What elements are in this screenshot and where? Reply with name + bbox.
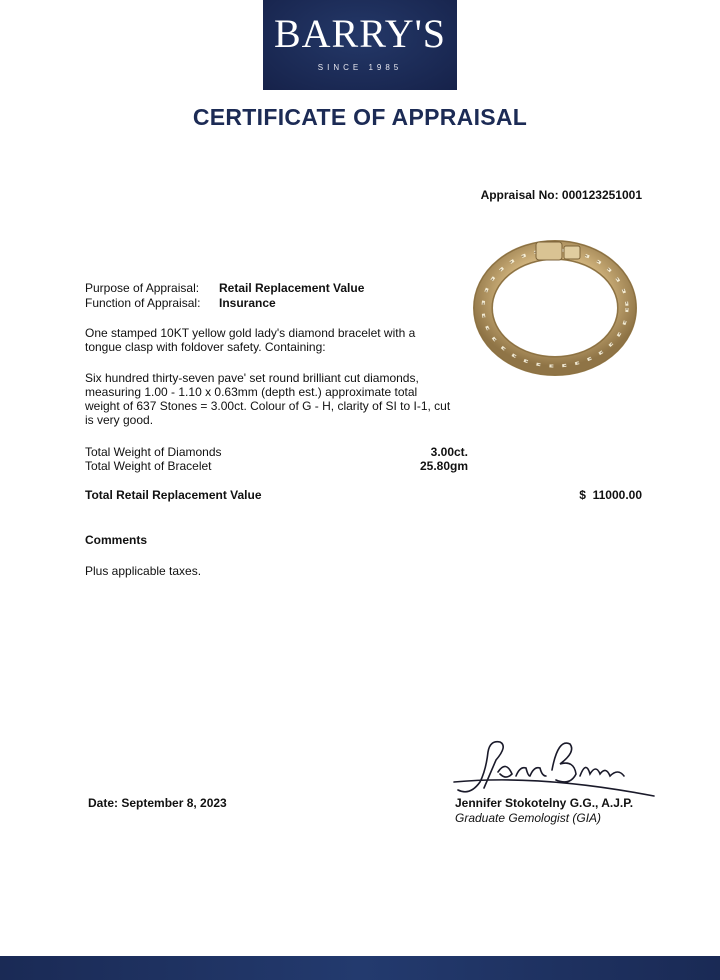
bracelet-image xyxy=(470,238,640,378)
appraiser-title: Graduate Gemologist (GIA) xyxy=(455,811,602,825)
diamonds-weight-label: Total Weight of Diamonds xyxy=(85,445,222,459)
bracelet-weight-label: Total Weight of Bracelet xyxy=(85,459,212,473)
appraisal-number: Appraisal No: 000123251001 xyxy=(480,188,642,202)
function-value: Insurance xyxy=(219,296,276,310)
barrys-logo xyxy=(263,0,457,90)
purpose-value: Retail Replacement Value xyxy=(219,281,365,295)
certificate-title: CERTIFICATE OF APPRAISAL xyxy=(192,104,528,130)
appraiser-name: Jennifer Stokotelny G.G., A.J.P. xyxy=(455,796,634,810)
logo-brand-name: BARRY'S xyxy=(273,11,447,56)
purpose-label: Purpose of Appraisal: xyxy=(85,281,200,295)
stones-description: Six hundred thirty-seven pave' set round brilliant cut diamonds, measuring 1.00 - 1.10 x 0.63mm (depth est.) approximate total weight of 637 Stones = 3.00ct. Colour of G - H, clarity of SI to I-1, cut is very good. xyxy=(85,371,451,427)
comments-text: Plus applicable taxes. xyxy=(85,564,202,578)
logo-since-line: SINCE 1985 xyxy=(317,63,403,72)
total-value-amount: $ 11000.00 xyxy=(579,488,642,502)
appraisal-date: Date: September 8, 2023 xyxy=(88,796,227,810)
diamonds-weight-value: 3.00ct. xyxy=(430,445,468,459)
bracelet-weight-value: 25.80gm xyxy=(419,459,468,473)
function-row xyxy=(85,296,276,310)
footer-bar xyxy=(0,956,720,980)
function-label: Function of Appraisal: xyxy=(85,296,201,310)
comments-heading: Comments xyxy=(85,533,148,547)
total-value-label: Total Retail Replacement Value xyxy=(85,488,262,502)
item-description: One stamped 10KT yellow gold lady's diamond bracelet with a tongue clasp with foldover safety. Containing: xyxy=(85,326,416,354)
purpose-row xyxy=(85,281,364,295)
